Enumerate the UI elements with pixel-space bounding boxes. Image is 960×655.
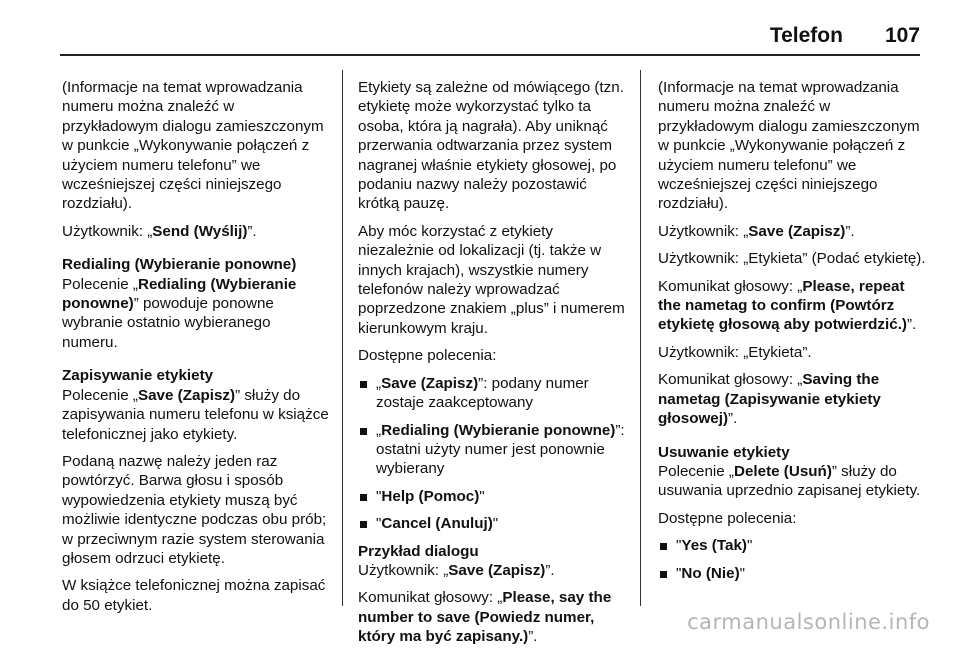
paragraph: (Informacje na temat wprowadzania numeru można znaleźć w przykładowym dialogu zamieszczonym w punkcie „Wykonywanie połączeń z użyciem numeru telefonu” we wcześniejszej części niniejszego rozdziału). xyxy=(62,79,324,213)
section-heading-delete-nametag: Usuwanie etykiety xyxy=(658,443,790,461)
paragraph: Komunikat głosowy: „Saving the nametag (Zapisywanie etykiety głosowej)”. xyxy=(658,371,881,428)
paragraph: Polecenie „Save (Zapisz)” służy do zapisywania numeru telefonu w książce telefonicznej jako etykiety. xyxy=(62,386,329,443)
paragraph: Polecenie „Redialing (Wybieranie ponowne)” powoduje ponowne wybranie ostatnio wybieranego numeru. xyxy=(62,275,297,351)
list-item: "Cancel (Anuluj)" xyxy=(358,514,626,533)
list-item: „Redialing (Wybieranie ponowne)”: ostatni użyty numer jest ponownie wybierany xyxy=(358,421,626,479)
paragraph: Dostępne polecenia: xyxy=(358,347,497,365)
paragraph: Dostępne polecenia: xyxy=(658,509,797,527)
paragraph: (Informacje na temat wprowadzania numeru można znaleźć w przykładowym dialogu zamieszczonym w punkcie „Wykonywanie połączeń z użyciem numeru telefonu” we wcześniejszej części niniejszego rozdziału). xyxy=(658,79,920,213)
paragraph: Użytkownik: „Save (Zapisz)”. xyxy=(358,561,555,579)
watermark: carmanualsonline.info xyxy=(687,610,930,634)
column-divider-2 xyxy=(640,70,641,606)
column-2 xyxy=(358,78,626,655)
paragraph: Użytkownik: „Save (Zapisz)”. xyxy=(658,222,855,240)
column-1 xyxy=(62,78,330,623)
paragraph: Użytkownik: „Etykieta”. xyxy=(658,343,812,361)
command-list xyxy=(358,374,626,534)
column-divider-1 xyxy=(342,70,343,606)
section-heading-saving-nametag: Zapisywanie etykiety xyxy=(62,367,214,385)
list-item: „Save (Zapisz)”: podany numer zostaje zaakceptowany xyxy=(358,374,626,413)
page-header xyxy=(60,18,920,56)
paragraph: Użytkownik: „Send (Wyślij)”. xyxy=(62,222,257,240)
paragraph: Podaną nazwę należy jeden raz powtórzyć. Barwa głosu i sposób wypowiedzenia etykiety muszą być możliwie identyczne podczas obu prób; w przeciwnym razie system sterowania głosem odrzuci etykietę. xyxy=(62,452,327,567)
paragraph: Komunikat głosowy: „Please, repeat the nametag to confirm (Powtórz etykietę głosową aby potwierdzić.)”. xyxy=(658,277,917,334)
paragraph: W książce telefonicznej można zapisać do 50 etykiet. xyxy=(62,577,326,614)
section-heading-redialing: Redialing (Wybieranie ponowne) xyxy=(62,256,297,274)
paragraph: Aby móc korzystać z etykiety niezależnie od lokalizacji (tj. także w innych krajach), wszystkie numery telefonów należy wprowadzać poprzedzone znakiem „plus” i numerem kierunkowym kraju. xyxy=(358,222,625,337)
list-item: "Yes (Tak)" xyxy=(658,536,926,555)
paragraph: Polecenie „Delete (Usuń)” służy do usuwania uprzednio zapisanej etykiety. xyxy=(658,462,921,500)
paragraph: Użytkownik: „Etykieta” (Podać etykietę). xyxy=(658,250,926,268)
list-item: "Help (Pomoc)" xyxy=(358,487,626,506)
section-heading-dialog-example: Przykład dialogu xyxy=(358,542,479,560)
paragraph: Etykiety są zależne od mówiącego (tzn. etykietę może wykorzystać tylko ta osoba, która ją nagrała). Aby uniknąć przerwania odtwarzania przez system nagranej właśnie etykiety głosowej, po podaniu nazwy należy pozostawić krótką pauzę. xyxy=(358,79,624,213)
command-list xyxy=(658,536,926,583)
column-3 xyxy=(658,78,926,591)
list-item: "No (Nie)" xyxy=(658,564,926,583)
page-title: Telefon xyxy=(769,24,843,47)
page-number: 107 xyxy=(884,24,920,47)
paragraph: Komunikat głosowy: „Please, say the number to save (Powiedz numer, który ma być zapisany.)”. xyxy=(358,589,612,646)
